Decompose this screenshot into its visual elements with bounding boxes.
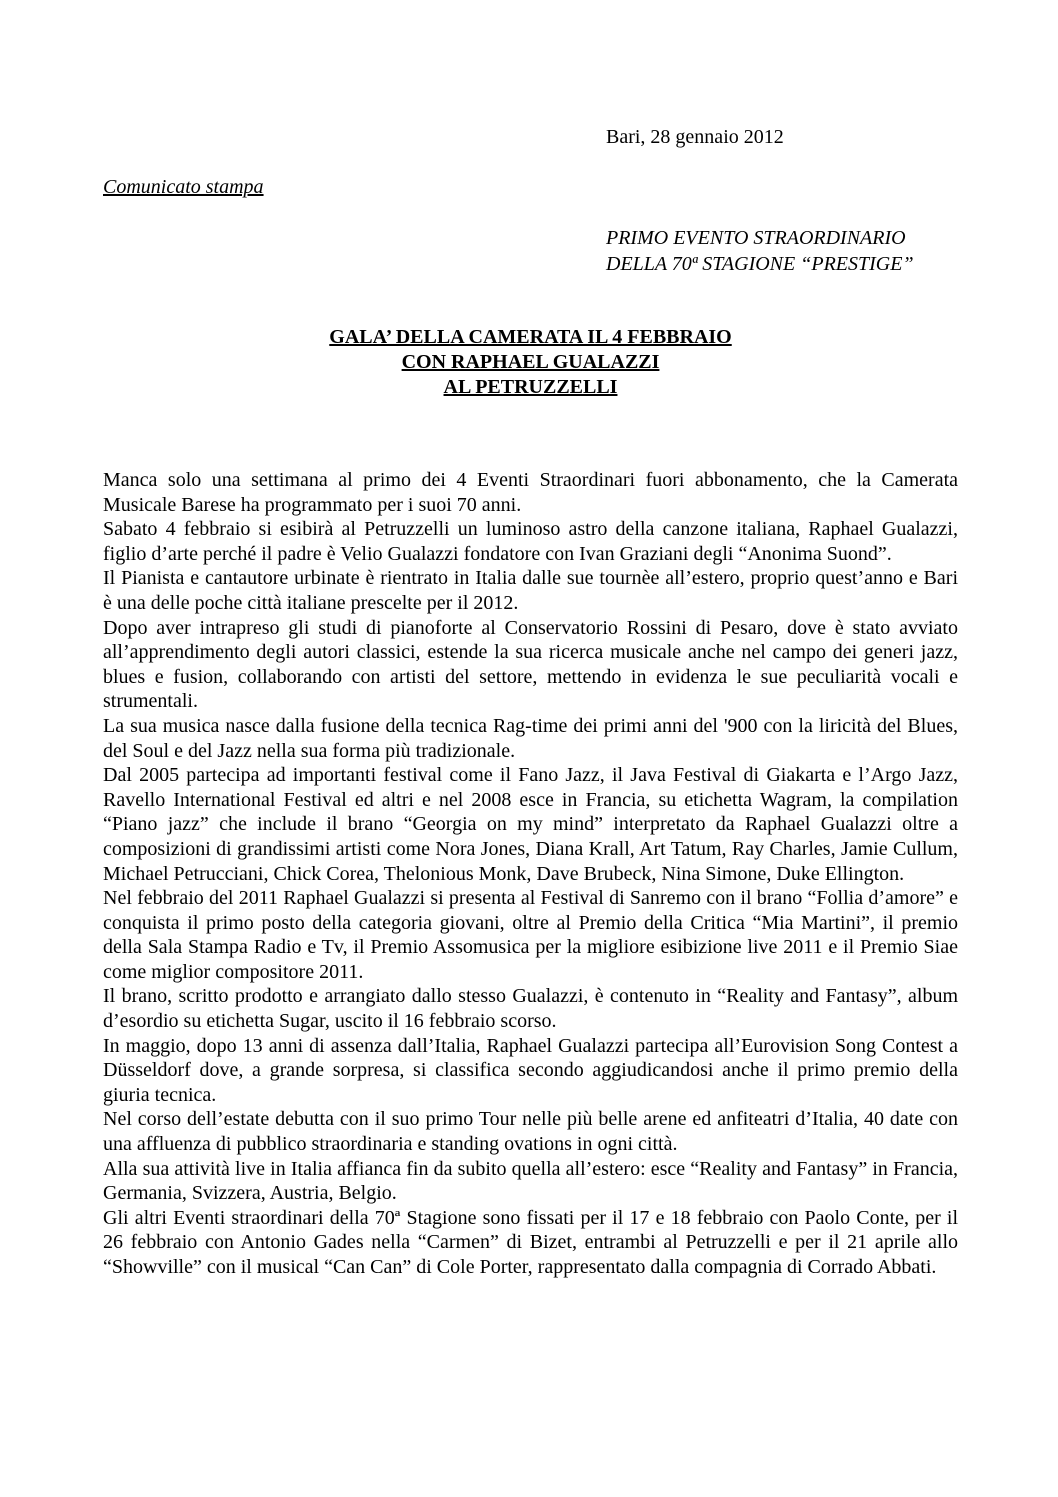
body-paragraph: Dal 2005 partecipa ad importanti festival come il Fano Jazz, il Java Festival di Giakarta e l’Argo Jazz, Ravello International Festival ed altri e nel 2008 esce in Francia, su etichetta Wagram, la compilation “Piano jazz” che include il brano “Georgia on my mind” interpretato da Raphael Gualazzi oltre a composizioni di grandissimi artisti come Nora Jones, Diana Krall, Art Tatum, Ray Charles, Jamie Cullum, Michael Petrucciani, Chick Corea, Thelonious Monk, Dave Brubeck, Nina Simone, Duke Ellington.	[103, 764, 958, 885]
body-paragraph: Sabato 4 febbraio si esibirà al Petruzzelli un luminoso astro della canzone italiana, Raphael Gualazzi, figlio d’arte perché il padre è Velio Gualazzi fondatore con Ivan Graziani degli “Anonima Suond”.	[103, 518, 958, 565]
body-paragraph: Gli altri Eventi straordinari della 70ª Stagione sono fissati per il 17 e 18 febbraio con Paolo Conte, per il 26 febbraio con Antonio Gades nella “Carmen” di Bizet, entrambi al Petruzzelli e per il 21 aprile allo “Showville” con il musical “Can Can” di Cole Porter, rappresentato dalla compagnia di Corrado Abbati.	[103, 1206, 958, 1278]
body-paragraph: Dopo aver intrapreso gli studi di pianoforte al Conservatorio Rossini di Pesaro, dove è stato avviato all’apprendimento degli autori classici, estende la sua ricerca musicale anche nel campo dei generi jazz, blues e fusion, collaborando con artisti del settore, mettendo in evidenza le sue peculiarità vocali e strumentali.	[103, 616, 958, 713]
headline-line: GALA’ DELLA CAMERATA IL 4 FEBBRAIO	[329, 326, 732, 348]
headline-line: CON RAPHAEL GUALAZZI	[401, 351, 660, 373]
event-subtitle-line: DELLA 70ª STAGIONE “PRESTIGE”	[606, 253, 914, 275]
body-paragraph: In maggio, dopo 13 anni di assenza dall’Italia, Raphael Gualazzi partecipa all’Eurovision Song Contest a Düsseldorf dove, a grande sorpresa, si classifica secondo aggiudicandosi anche il primo premio della giuria tecnica.	[103, 1034, 958, 1106]
document-type-label: Comunicato stampa	[103, 176, 264, 198]
body-paragraph: Nel corso dell’estate debutta con il suo primo Tour nelle più belle arene ed anfiteatri d’Italia, 40 date con una affluenza di pubblico straordinaria e standing ovations in ogni città.	[103, 1108, 958, 1156]
headline	[103, 325, 958, 400]
body-paragraph: Il Pianista e cantautore urbinate è rientrato in Italia dalle sue tournèe all’estero, proprio quest’anno e Bari è una delle poche città italiane prescelte per il 2012.	[103, 567, 958, 614]
document-date: Bari, 28 gennaio 2012	[606, 126, 784, 148]
body-paragraph: Il brano, scritto prodotto e arrangiato dallo stesso Gualazzi, è contenuto in “Reality and Fantasy”, album d’esordio su etichetta Sugar, uscito il 16 febbraio scorso.	[103, 985, 958, 1033]
body-paragraph: Nel febbraio del 2011 Raphael Gualazzi si presenta al Festival di Sanremo con il brano “Follia d’amore” e conquista il primo posto della categoria giovani, oltre al Premio della Critica “Mia Martini”, il premio della Sala Stampa Radio e Tv, il Premio Assomusica per la migliore esibizione live 2011 e il Premio Siae come miglior compositore 2011.	[103, 887, 958, 983]
event-subtitle	[606, 225, 914, 277]
press-release-body	[103, 468, 958, 1280]
headline-line: AL PETRUZZELLI	[443, 376, 618, 398]
body-paragraph: Alla sua attività live in Italia affianca fin da subito quella all’estero: esce “Reality and Fantasy” in Francia, Germania, Svizzera, Austria, Belgio.	[103, 1157, 958, 1205]
body-paragraph: La sua musica nasce dalla fusione della tecnica Rag-time dei primi anni del '900 con la liricità del Blues, del Soul e del Jazz nella sua forma più tradizionale.	[103, 714, 958, 762]
event-subtitle-line: PRIMO EVENTO STRAORDINARIO	[606, 227, 906, 249]
body-paragraph: Manca solo una settimana al primo dei 4 Eventi Straordinari fuori abbonamento, che la Camerata Musicale Barese ha programmato per i suoi 70 anni.	[103, 469, 958, 516]
